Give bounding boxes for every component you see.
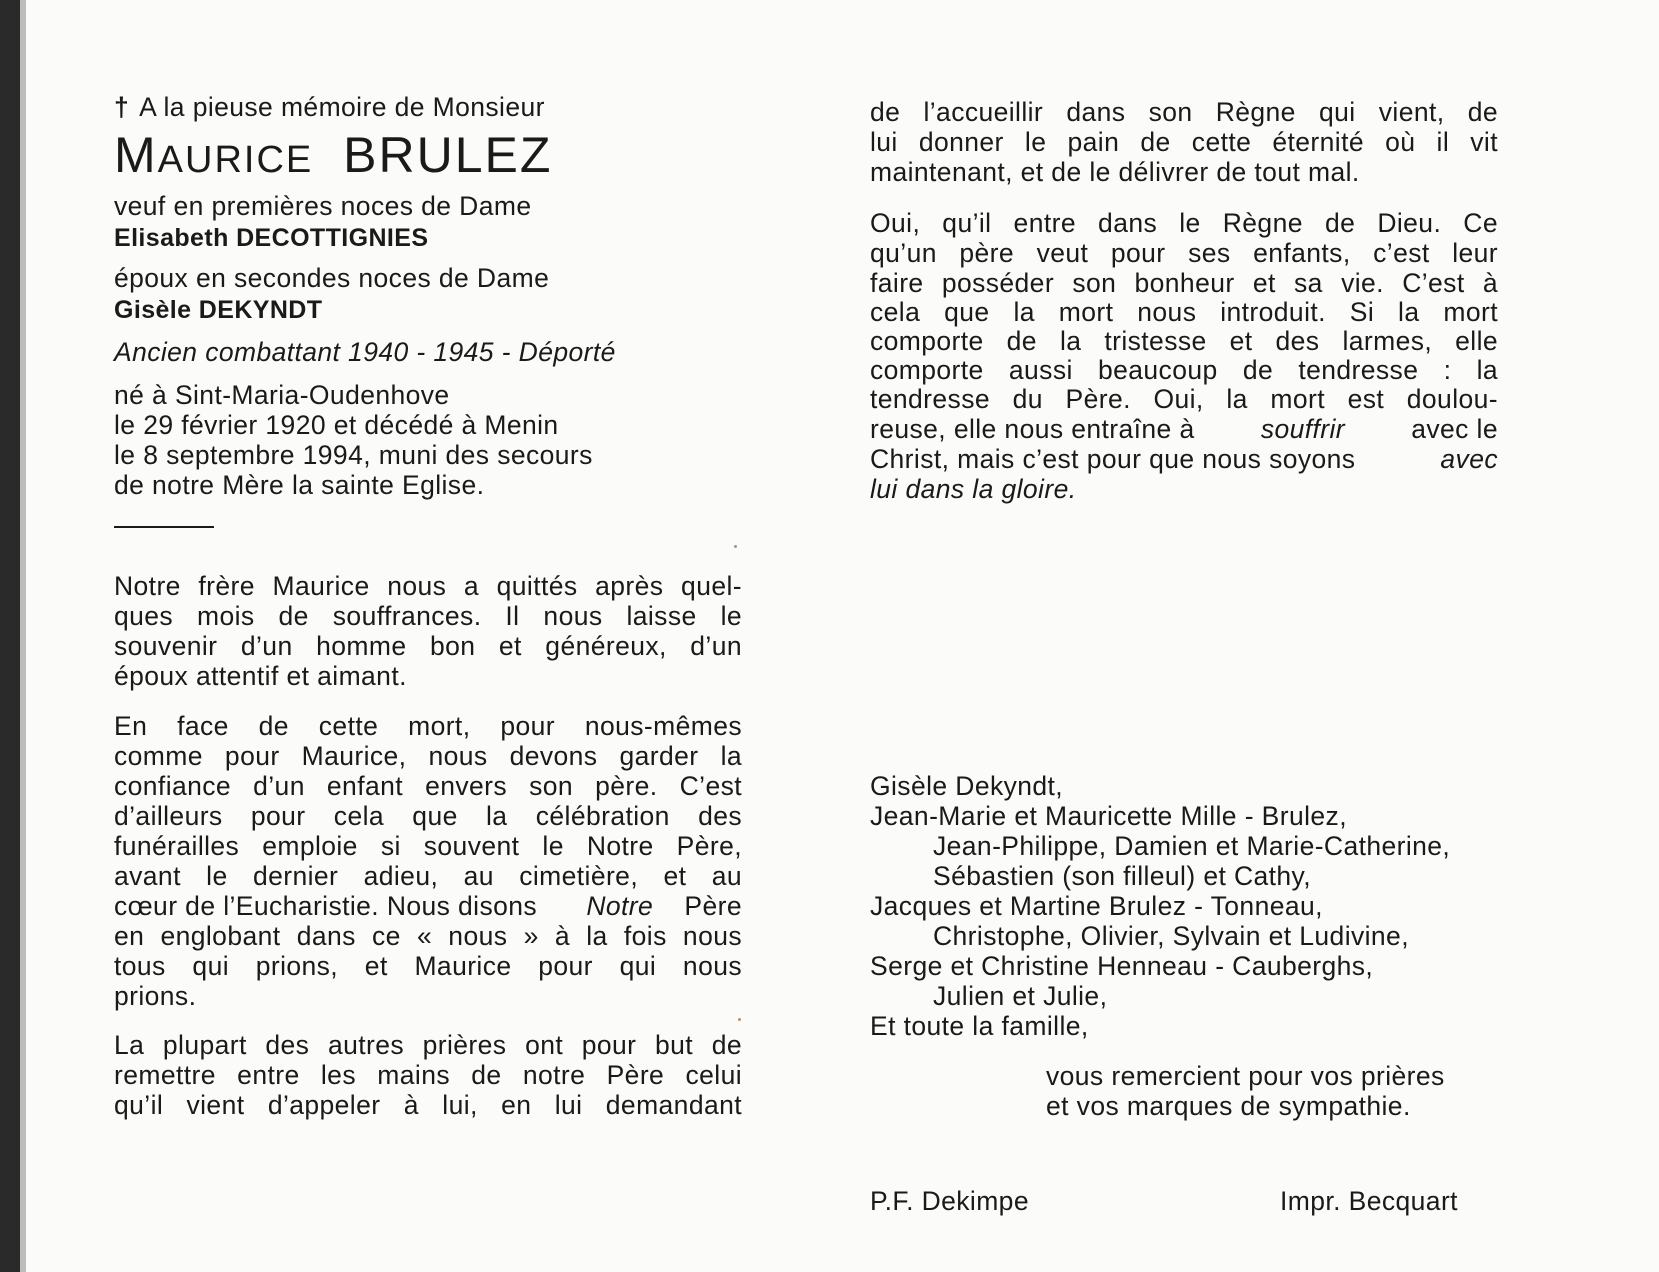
thanks-line-2: et vos marques de sympathie. (1046, 1091, 1411, 1121)
family-line-5: Jacques et Martine Brulez - Tonneau, (870, 891, 1323, 921)
scan-speck (738, 1018, 741, 1021)
right-p2-line-7: tendresse du Père. Oui, la mort est doulou- (870, 384, 1498, 414)
separator-rule (114, 526, 214, 528)
right-p2-line-8-souffrir: souffrir (1260, 414, 1346, 444)
scan-edge-border (0, 0, 20, 1272)
left-p2-line-6: avant le dernier adieu, au cimetière, et au (114, 861, 742, 891)
left-p1-line-3: souvenir d’un homme bon et généreux, d’un (114, 631, 742, 661)
right-p2-line-9 (870, 444, 1498, 474)
birth-line-2: le 29 février 1920 et décédé à Menin (114, 410, 559, 440)
family-line-4: Sébastien (son filleul) et Cathy, (933, 861, 1312, 891)
first-marriage-line: veuf en premières noces de Dame (114, 191, 532, 221)
left-p2-line-2: comme pour Maurice, nous devons garder la (114, 741, 742, 771)
right-p2-line-5: comporte de la tristesse et des larmes, elle (870, 326, 1498, 356)
left-p1-line-2: ques mois de souffrances. Il nous laisse le (114, 601, 742, 631)
left-p1-line-4: époux attentif et aimant. (114, 661, 407, 691)
first-spouse-name: Elisabeth DECOTTIGNIES (114, 224, 429, 252)
memorial-card (26, 0, 1659, 1272)
printer-credit: Impr. Becquart (1280, 1186, 1458, 1216)
right-p2-line-6: comporte aussi beaucoup de tendresse : la (870, 355, 1498, 385)
right-p2-line-2: qu’un père veut pour ses enfants, c’est leur (870, 238, 1498, 268)
left-p2-line-7 (114, 891, 742, 921)
second-marriage-line: époux en secondes noces de Dame (114, 263, 550, 293)
deceased-last-name: BRULEZ (343, 127, 553, 183)
left-p2-line-4: d’ailleurs pour cela que la célébration des (114, 801, 742, 831)
memoire-line (114, 92, 545, 122)
family-line-8: Julien et Julie, (933, 981, 1108, 1011)
right-p1-line-3: maintenant, et de le délivrer de tout mal. (870, 157, 1360, 187)
funeral-director: P.F. Dekimpe (870, 1186, 1029, 1216)
right-p2-line-8-end: avec le (1411, 414, 1498, 444)
left-p2-line-3: confiance d’un enfant envers son père. C’est (114, 771, 742, 801)
cross-icon: † (114, 92, 130, 122)
right-p2-line-9-start: Christ, mais c’est pour que nous soyons (870, 444, 1356, 474)
right-p2-line-4: cela que la mort nous introduit. Si la mort (870, 297, 1498, 327)
thanks-line-1: vous remercient pour vos prières (1046, 1061, 1445, 1091)
left-p1-line-1: Notre frère Maurice nous a quittés après quel- (114, 571, 742, 601)
left-p2-line-7-notre: Notre (586, 891, 654, 921)
left-p3-line-3: qu’il vient d’appeler à lui, en lui demandant (114, 1090, 742, 1120)
memoire-text: A la pieuse mémoire de Monsieur (139, 92, 545, 122)
family-line-7: Serge et Christine Henneau - Cauberghs, (870, 951, 1374, 981)
left-p2-line-5: funérailles emploie si souvent le Notre Père, (114, 831, 742, 861)
left-p2-line-10: prions. (114, 981, 197, 1011)
right-p2-line-10: lui dans la gloire. (870, 474, 1077, 504)
left-p2-line-8: en englobant dans ce « nous » à la fois nous (114, 921, 742, 951)
left-p2-line-1: En face de cette mort, pour nous-mêmes (114, 711, 742, 741)
family-line-9: Et toute la famille, (870, 1011, 1089, 1041)
scan-speck (734, 545, 737, 548)
left-p3-line-2: remettre entre les mains de notre Père celui (114, 1060, 742, 1090)
birth-line-4: de notre Mère la sainte Eglise. (114, 470, 485, 500)
family-line-1: Gisèle Dekyndt, (870, 771, 1064, 801)
family-line-3: Jean-Philippe, Damien et Marie-Catherine, (933, 831, 1451, 861)
deceased-first-name: MAURICE (114, 127, 314, 183)
right-p2-line-9-avec: avec (1440, 444, 1498, 474)
second-spouse-name: Gisèle DEKYNDT (114, 296, 323, 324)
birth-line-1: né à Sint-Maria-Oudenhove (114, 380, 450, 410)
left-p2-line-7-start: cœur de l’Eucharistie. Nous disons (114, 891, 538, 921)
right-p2-line-3: faire posséder son bonheur et sa vie. C’est à (870, 268, 1498, 298)
left-p2-line-9: tous qui prions, et Maurice pour qui nous (114, 951, 742, 981)
family-line-2: Jean-Marie et Mauricette Mille - Brulez, (870, 801, 1347, 831)
left-p2-line-7-pere: Père (684, 891, 742, 921)
family-line-6: Christophe, Olivier, Sylvain et Ludivine, (933, 921, 1409, 951)
deceased-name (114, 126, 552, 184)
left-p3-line-1: La plupart des autres prières ont pour but de (114, 1030, 742, 1060)
veteran-line: Ancien combattant 1940 - 1945 - Déporté (114, 337, 616, 367)
right-p2-line-8 (870, 414, 1498, 444)
right-p2-line-8-start: reuse, elle nous entraîne à (870, 414, 1195, 444)
birth-line-3: le 8 septembre 1994, muni des secours (114, 440, 593, 470)
right-p1-line-1: de l’accueillir dans son Règne qui vient, de (870, 97, 1498, 127)
right-p1-line-2: lui donner le pain de cette éternité où il vit (870, 127, 1498, 157)
right-p2-line-1: Oui, qu’il entre dans le Règne de Dieu. Ce (870, 208, 1498, 238)
